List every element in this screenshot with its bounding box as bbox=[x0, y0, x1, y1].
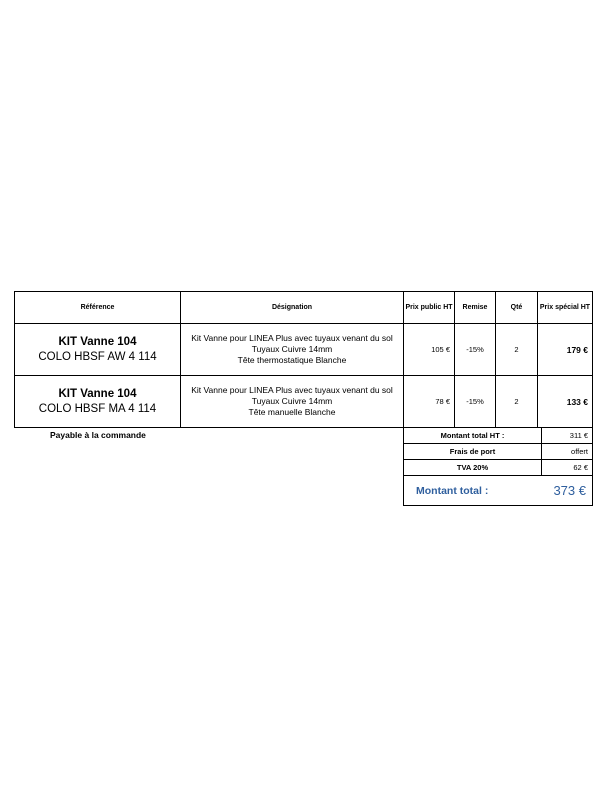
tva-label: TVA 20% bbox=[404, 460, 542, 476]
quote-table bbox=[14, 291, 593, 428]
header-prix-public: Prix public HT bbox=[404, 292, 455, 324]
tva-row bbox=[404, 460, 593, 476]
remise-cell: -15% bbox=[455, 376, 496, 428]
designation-line: Tuyaux Cuivre 14mm bbox=[251, 396, 333, 406]
header-prix-special: Prix spécial HT bbox=[538, 292, 593, 324]
prix-public-cell: 78 € bbox=[404, 376, 455, 428]
reference-code: COLO HBSF MA 4 114 bbox=[38, 402, 157, 415]
total-ht-value: 311 € bbox=[542, 428, 593, 444]
grand-total-value: 373 € bbox=[542, 476, 593, 506]
designation-line: Kit Vanne pour LINEA Plus avec tuyaux venant du sol bbox=[191, 333, 393, 343]
designation-line: Tête thermostatique Blanche bbox=[237, 355, 347, 365]
payment-terms: Payable à la commande bbox=[50, 430, 146, 440]
reference-title: KIT Vanne 104 bbox=[58, 387, 137, 400]
grand-total-label: Montant total : bbox=[404, 476, 542, 506]
shipping-label: Frais de port bbox=[404, 444, 542, 460]
reference-code: COLO HBSF AW 4 114 bbox=[38, 350, 157, 363]
header-designation: Désignation bbox=[181, 292, 404, 324]
designation-line: Tête manuelle Blanche bbox=[248, 407, 336, 417]
shipping-row bbox=[404, 444, 593, 460]
reference-title: KIT Vanne 104 bbox=[58, 335, 137, 348]
table-row bbox=[15, 324, 593, 376]
designation-cell bbox=[181, 324, 404, 376]
header-qte: Qté bbox=[496, 292, 538, 324]
header-remise: Remise bbox=[455, 292, 496, 324]
tva-value: 62 € bbox=[542, 460, 593, 476]
table-row bbox=[15, 376, 593, 428]
totals-table bbox=[403, 427, 593, 506]
prix-special-cell: 133 € bbox=[538, 376, 593, 428]
prix-public-cell: 105 € bbox=[404, 324, 455, 376]
reference-cell bbox=[15, 324, 181, 376]
reference-cell bbox=[15, 376, 181, 428]
remise-cell: -15% bbox=[455, 324, 496, 376]
table-header-row bbox=[15, 292, 593, 324]
designation-line: Kit Vanne pour LINEA Plus avec tuyaux venant du sol bbox=[191, 385, 393, 395]
grand-total-row bbox=[404, 476, 593, 506]
total-ht-row bbox=[404, 428, 593, 444]
qte-cell: 2 bbox=[496, 324, 538, 376]
prix-special-cell: 179 € bbox=[538, 324, 593, 376]
header-reference: Référence bbox=[15, 292, 181, 324]
designation-line: Tuyaux Cuivre 14mm bbox=[251, 344, 333, 354]
designation-cell bbox=[181, 376, 404, 428]
shipping-value: offert bbox=[542, 444, 593, 460]
qte-cell: 2 bbox=[496, 376, 538, 428]
total-ht-label: Montant total HT : bbox=[404, 428, 542, 444]
